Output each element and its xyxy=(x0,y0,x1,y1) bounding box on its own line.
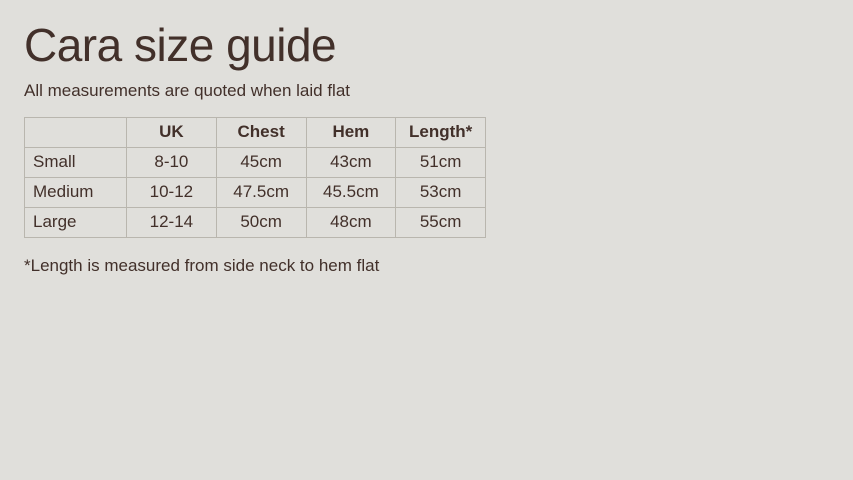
cell-small-uk: 8-10 xyxy=(127,147,217,177)
cell-medium-hem: 45.5cm xyxy=(306,177,396,207)
cell-small-hem: 43cm xyxy=(306,147,396,177)
cell-medium-length: 53cm xyxy=(396,177,486,207)
cell-small-length: 51cm xyxy=(396,147,486,177)
row-label-medium: Medium xyxy=(25,177,127,207)
row-label-small: Small xyxy=(25,147,127,177)
row-label-large: Large xyxy=(25,207,127,237)
cell-medium-uk: 10-12 xyxy=(127,177,217,207)
cell-medium-chest: 47.5cm xyxy=(216,177,306,207)
cell-large-length: 55cm xyxy=(396,207,486,237)
column-header-length: Length* xyxy=(396,117,486,147)
table-footnote: *Length is measured from side neck to hem flat xyxy=(24,255,380,275)
table-corner-cell xyxy=(25,117,127,147)
size-guide-table xyxy=(24,117,486,238)
table-body xyxy=(25,147,486,237)
column-header-uk: UK xyxy=(127,117,217,147)
cell-large-uk: 12-14 xyxy=(127,207,217,237)
cell-large-hem: 48cm xyxy=(306,207,396,237)
table-header xyxy=(25,117,486,147)
table-row xyxy=(25,147,486,177)
page-title: Cara size guide xyxy=(24,19,337,71)
cell-small-chest: 45cm xyxy=(216,147,306,177)
cell-large-chest: 50cm xyxy=(216,207,306,237)
column-header-hem: Hem xyxy=(306,117,396,147)
column-header-chest: Chest xyxy=(216,117,306,147)
table-header-row xyxy=(25,117,486,147)
page-subtitle: All measurements are quoted when laid flat xyxy=(24,80,351,100)
table-row xyxy=(25,207,486,237)
table-row xyxy=(25,177,486,207)
